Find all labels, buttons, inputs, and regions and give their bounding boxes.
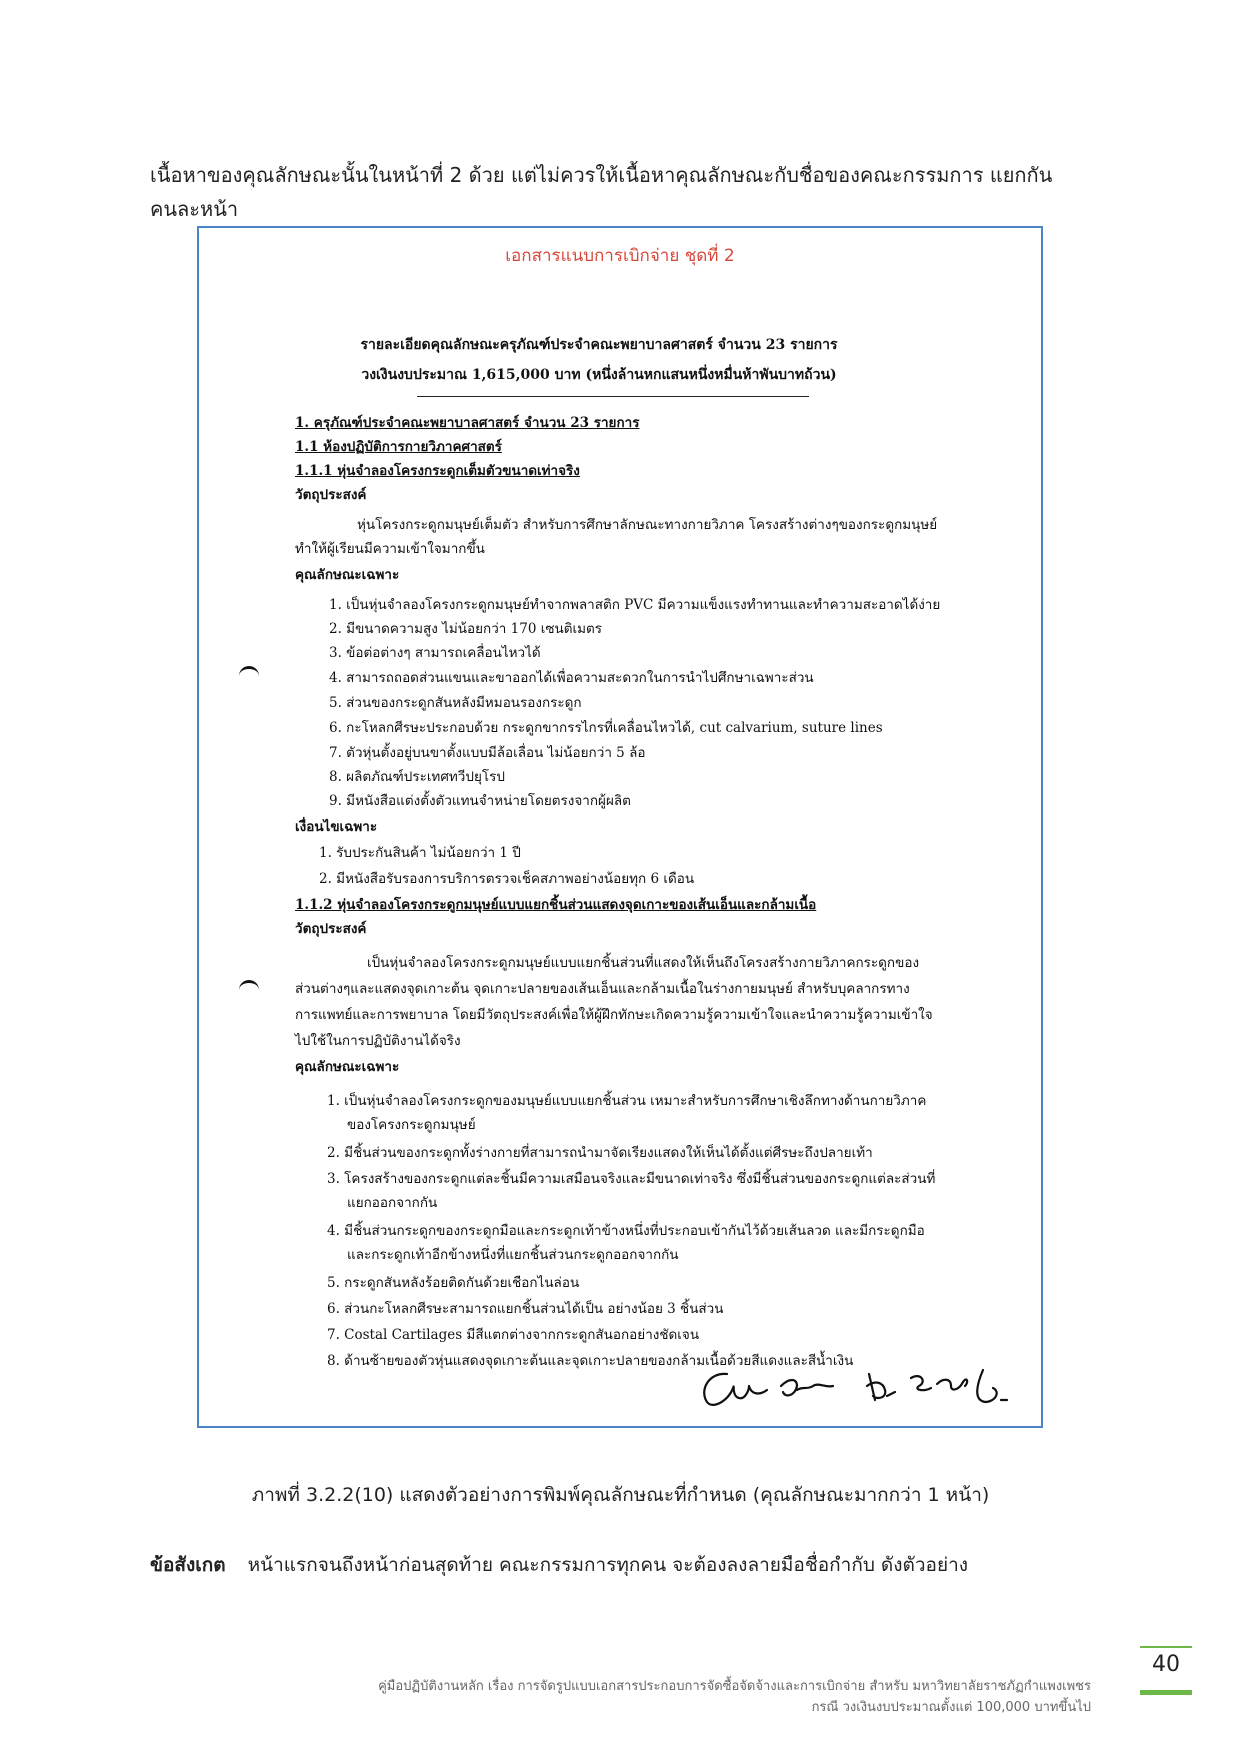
page-number-box [1140,1652,1192,1677]
intro-paragraph [150,158,1100,226]
scanned-document-figure [197,226,1043,1428]
scan-line: คุณลักษณะเฉพาะ [295,567,400,583]
note-text: หน้าแรกจนถึงหน้าก่อนสุดท้าย คณะกรรมการทุกคน จะต้องลงลายมือชื่อกำกับ ดังตัวอย่าง [247,1554,969,1576]
scan-line: 8. ผลิตภัณฑ์ประเทศทวีปยุโรป [329,769,505,785]
scan-line: 1.1.2 หุ่นจำลองโครงกระดูกมนุษย์แบบแยกชิ้นส่วนแสดงจุดเกาะของเส้นเอ็นและกล้ามเนื้อ [295,897,817,913]
scan-line: แยกออกจากกัน [347,1195,438,1211]
binder-hole-mark [239,980,259,990]
scan-line: ของโครงกระดูกมนุษย์ [347,1117,476,1133]
scan-line: 2. มีหนังสือรับรองการบริการตรวจเช็คสภาพอย่างน้อยทุก 6 เดือน [319,871,695,887]
scan-line: 7. Costal Cartilages มีสีแตกต่างจากกระดูกสันอกอย่างชัดเจน [327,1327,700,1343]
scan-line: วัตถุประสงค์ [295,487,367,503]
scan-line: 9. มีหนังสือแต่งตั้งตัวแทนจำหน่ายโดยตรงจากผู้ผลิต [329,793,631,809]
title-divider [417,396,809,397]
scan-line: 1. ครุภัณฑ์ประจำคณะพยาบาลศาสตร์ จำนวน 23 รายการ [295,415,640,431]
scan-line: คุณลักษณะเฉพาะ [295,1059,400,1075]
scan-line: ส่วนต่างๆและแสดงจุดเกาะต้น จุดเกาะปลายของเส้นเอ็นและกล้ามเนื้อในร่างกายมนุษย์ สำหรับบุคลากรทาง [295,981,910,997]
page-number-rule-top [1140,1646,1192,1648]
page-number: 40 [1152,1652,1180,1677]
scan-line: 2. มีขนาดความสูง ไม่น้อยกว่า 170 เซนติเมตร [329,621,603,637]
scan-title-line-1: รายละเอียดคุณลักษณะครุภัณฑ์ประจำคณะพยาบาลศาสตร์ จำนวน 23 รายการ [360,337,838,353]
scan-line: 1.1.1 หุ่นจำลองโครงกระดูกเต็มตัวขนาดเท่าจริง [295,463,580,479]
note-label: ข้อสังเกต [150,1554,226,1576]
page-number-rule-bottom [1140,1690,1192,1695]
observation-note [150,1550,968,1580]
footer-line-2: กรณี วงเงินงบประมาณตั้งแต่ 100,000 บาทขึ้นไป [811,1700,1091,1715]
scanned-page [199,228,1041,1426]
scan-line: 1. เป็นหุ่นจำลองโครงกระดูกมนุษย์ทำจากพลาสติก PVC มีความแข็งแรงทำทานและทำความสะอาดได้ง่าย [329,597,941,613]
scan-line: 3. โครงสร้างของกระดูกแต่ละชิ้นมีความเสมือนจริงและมีขนาดเท่าจริง ซึ่งมีชิ้นส่วนของกระดูกแต่ละส่วนที่ [327,1171,936,1187]
intro-line-1: เนื้อหาของคุณลักษณะนั้นในหน้าที่ 2 ด้วย แต่ไม่ควรให้เนื้อหาคุณลักษณะกับชื่อของคณะกรรมการ แยกกัน [150,163,1053,187]
scan-line: 1. เป็นหุ่นจำลองโครงกระดูกของมนุษย์แบบแยกชิ้นส่วน เหมาะสำหรับการศึกษาเชิงลึกทางด้านกายวิภาค [327,1093,927,1109]
scan-title [299,330,899,390]
scan-line: หุ่นโครงกระดูกมนุษย์เต็มตัว สำหรับการศึกษาลักษณะทางกายวิภาค โครงสร้างต่างๆของกระดูกมนุษย์ [357,517,938,533]
page-footer [271,1676,1091,1718]
scan-line: 1.1 ห้องปฏิบัติการกายวิภาคศาสตร์ [295,439,502,455]
scan-line: 8. ด้านซ้ายของตัวหุ่นแสดงจุดเกาะต้นและจุดเกาะปลายของกล้ามเนื้อด้วยสีแดงและสีน้ำเงิน [327,1353,854,1369]
scan-line: เป็นหุ่นจำลองโครงกระดูกมนุษย์แบบแยกชิ้นส่วนที่แสดงให้เห็นถึงโครงสร้างกายวิภาคกระดูกของ [367,955,920,971]
scan-line: ทำให้ผู้เรียนมีความเข้าใจมากขึ้น [295,541,485,557]
scan-line: และกระดูกเท้าอีกข้างหนึ่งที่แยกชิ้นส่วนกระดูกออกจากกัน [347,1247,679,1263]
scan-title-line-2: วงเงินงบประมาณ 1,615,000 บาท (หนึ่งล้านหกแสนหนึ่งหมื่นห้าพันบาทถ้วน) [361,367,837,383]
figure-caption: ภาพที่ 3.2.2(10) แสดงตัวอย่างการพิมพ์คุณลักษณะที่กำหนด (คุณลักษณะมากกว่า 1 หน้า) [251,1484,990,1506]
scan-line: 2. มีชิ้นส่วนของกระดูกทั้งร่างกายที่สามารถนำมาจัดเรียงแสดงให้เห็นได้ตั้งแต่ศีรษะถึงปลายเท้า [327,1145,873,1161]
scan-line: 7. ตัวหุ่นตั้งอยู่บนขาตั้งแบบมีล้อเลื่อน ไม่น้อยกว่า 5 ล้อ [329,745,646,761]
committee-signatures [689,1356,1019,1416]
scan-line: 5. ส่วนของกระดูกสันหลังมีหมอนรองกระดูก [329,695,582,711]
intro-line-2: คนละหน้า [150,197,239,221]
scan-line: 6. ส่วนกะโหลกศีรษะสามารถแยกชิ้นส่วนได้เป็น อย่างน้อย 3 ชิ้นส่วน [327,1301,724,1317]
footer-line-1: คู่มือปฏิบัติงานหลัก เรื่อง การจัดรูปแบบเอกสารประกอบการจัดซื้อจัดจ้างและการเบิกจ่าย สำหรับ มหาวิทยาลัยราชภัฏกำแพงเพชร [378,1679,1091,1694]
scan-line: 4. มีชิ้นส่วนกระดูกของกระดูกมือและกระดูกเท้าข้างหนึ่งที่ประกอบเข้ากันไว้ด้วยเส้นลวด และมีกระดูกมือ [327,1223,925,1239]
scan-line: 5. กระดูกสันหลังร้อยติดกันด้วยเชือกไนล่อน [327,1275,580,1291]
scan-line: 1. รับประกันสินค้า ไม่น้อยกว่า 1 ปี [319,845,521,861]
scan-line: ไปใช้ในการปฏิบัติงานได้จริง [295,1033,461,1049]
scan-line: การแพทย์และการพยาบาล โดยมีวัตถุประสงค์เพื่อให้ผู้ฝึกทักษะเกิดความรู้ความเข้าใจและนำความรู้ความเข้าใจ [295,1007,933,1023]
scan-header: เอกสารแนบการเบิกจ่าย ชุดที่ 2 [505,246,735,266]
scan-line: วัตถุประสงค์ [295,921,367,937]
scan-line: 6. กะโหลกศีรษะประกอบด้วย กระดูกขากรรไกรที่เคลื่อนไหวได้, cut calvarium, suture lines [329,720,883,736]
scan-line: 3. ข้อต่อต่างๆ สามารถเคลื่อนไหวได้ [329,645,541,661]
scan-line: เงื่อนไขเฉพาะ [295,819,378,835]
binder-hole-mark [239,666,259,676]
scan-line: 4. สามารถถอดส่วนแขนและขาออกได้เพื่อความสะดวกในการนำไปศึกษาเฉพาะส่วน [329,670,814,686]
